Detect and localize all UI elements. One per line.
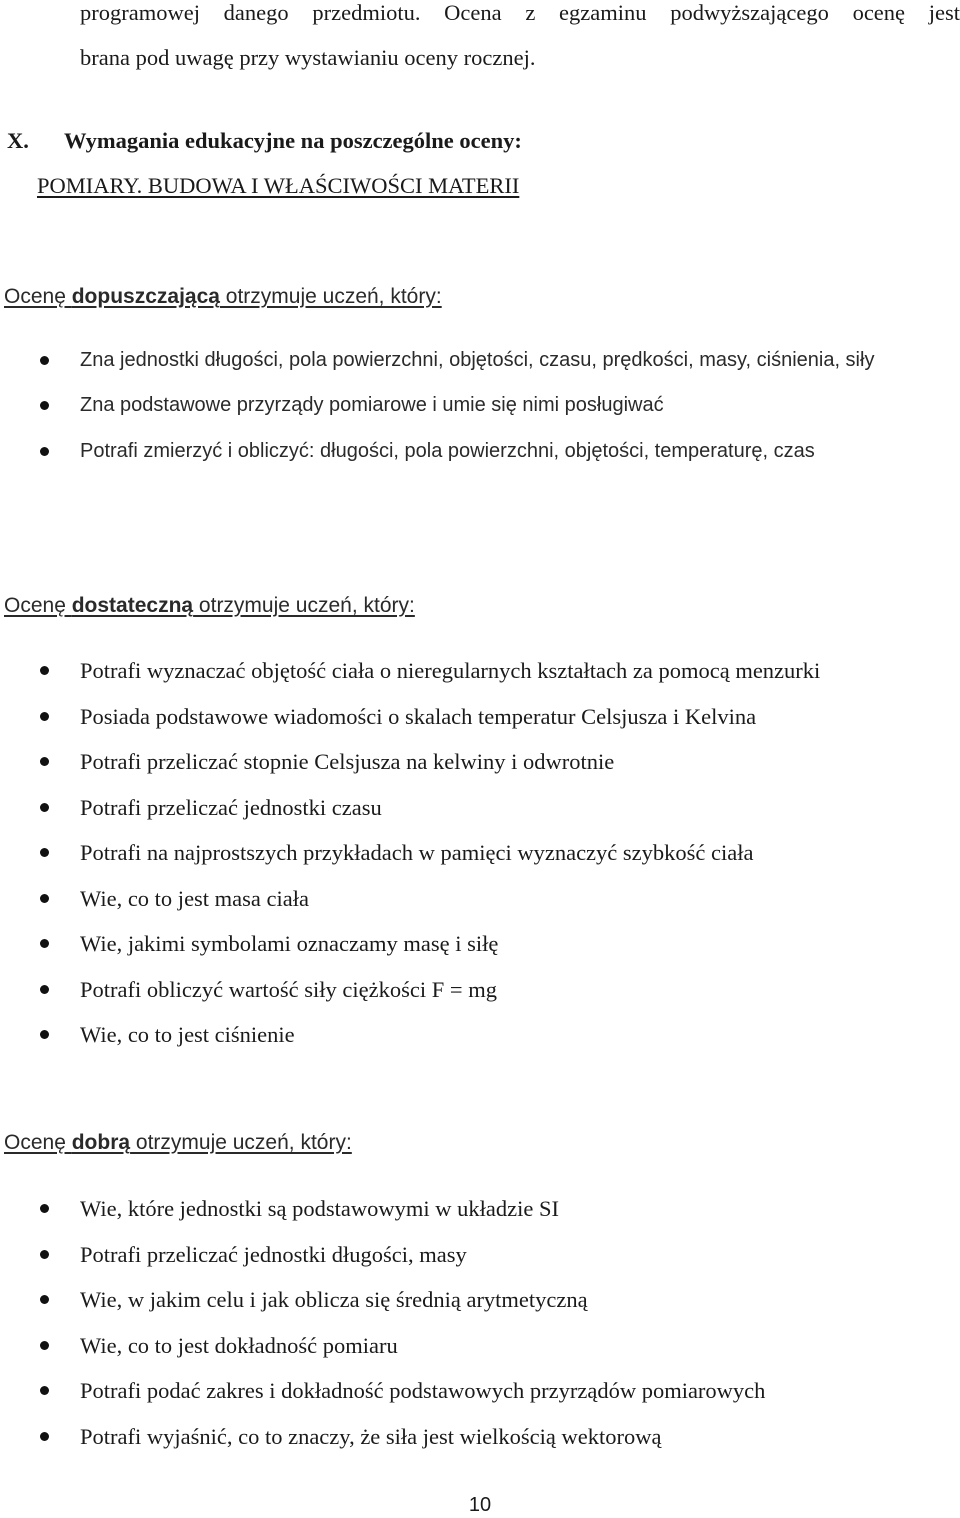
grade-name: dobrą bbox=[71, 1131, 131, 1154]
bullet-icon bbox=[40, 757, 49, 766]
list-item bbox=[0, 429, 960, 475]
list-item bbox=[0, 1186, 960, 1232]
bullet-icon bbox=[40, 1386, 49, 1395]
grade-name: dostateczną bbox=[71, 594, 194, 617]
intro-line-1: programowej danego przedmiotu. Ocena z egzaminu podwyższającego ocenę jest bbox=[80, 0, 960, 25]
requirements-list-dopuszczajaca bbox=[0, 338, 960, 474]
section-subtitle: POMIARY. BUDOWA I WŁAŚCIWOŚCI MATERII bbox=[37, 173, 520, 198]
list-item bbox=[0, 1323, 960, 1369]
list-item bbox=[0, 785, 960, 831]
bullet-icon bbox=[40, 1295, 49, 1304]
list-item bbox=[0, 694, 960, 740]
list-item bbox=[0, 921, 960, 967]
list-item-text: Zna podstawowe przyrządy pomiarowe i umie się nimi posługiwać bbox=[80, 394, 664, 416]
bullet-icon bbox=[40, 712, 49, 721]
list-item bbox=[0, 383, 960, 429]
page-number: 10 bbox=[468, 1494, 492, 1516]
bullet-icon bbox=[40, 666, 49, 675]
list-item-text: Wie, w jakim celu i jak oblicza się średnią arytmetyczną bbox=[80, 1287, 588, 1312]
list-item bbox=[0, 338, 960, 383]
list-item bbox=[0, 1414, 960, 1460]
bullet-icon bbox=[40, 356, 49, 365]
bullet-icon bbox=[40, 1341, 49, 1350]
list-item-text: Potrafi na najprostszych przykładach w pamięci wyznaczyć szybkość ciała bbox=[80, 840, 754, 865]
grade-heading-prefix: Ocenę bbox=[4, 1131, 72, 1154]
list-item bbox=[0, 739, 960, 785]
grade-heading-suffix: otrzymuje uczeń, który: bbox=[130, 1131, 352, 1154]
list-item bbox=[0, 1232, 960, 1278]
grade-heading-dobra bbox=[4, 1130, 352, 1156]
list-item bbox=[0, 830, 960, 876]
bullet-icon bbox=[40, 939, 49, 948]
bullet-icon bbox=[40, 401, 49, 410]
list-item bbox=[0, 1368, 960, 1414]
requirements-list-dostateczna bbox=[0, 648, 960, 1058]
list-item bbox=[0, 1012, 960, 1058]
section-heading bbox=[7, 128, 522, 154]
list-item bbox=[0, 967, 960, 1013]
grade-heading-dostateczna bbox=[4, 593, 415, 619]
requirements-list-dobra bbox=[0, 1186, 960, 1459]
bullet-icon bbox=[40, 803, 49, 812]
list-item-text: Potrafi przeliczać stopnie Celsjusza na kelwiny i odwrotnie bbox=[80, 749, 615, 774]
bullet-icon bbox=[40, 894, 49, 903]
list-item-text: Wie, jakimi symbolami oznaczamy masę i siłę bbox=[80, 931, 499, 956]
list-item bbox=[0, 648, 960, 694]
grade-heading-suffix: otrzymuje uczeń, który: bbox=[193, 594, 415, 617]
bullet-icon bbox=[40, 1432, 49, 1441]
bullet-icon bbox=[40, 1250, 49, 1259]
list-item-text: Potrafi zmierzyć i obliczyć: długości, pola powierzchni, objętości, temperaturę, czas bbox=[80, 439, 815, 462]
grade-heading-prefix: Ocenę bbox=[4, 594, 72, 617]
list-item-text: Potrafi podać zakres i dokładność podstawowych przyrządów pomiarowych bbox=[80, 1378, 766, 1403]
list-item-text: Zna jednostki długości, pola powierzchni, objętości, czasu, prędkości, masy, ciśnienia, siły bbox=[80, 349, 875, 371]
list-item-text: Wie, co to jest ciśnienie bbox=[80, 1022, 295, 1047]
bullet-icon bbox=[40, 447, 49, 456]
list-item bbox=[0, 876, 960, 922]
bullet-icon bbox=[40, 985, 49, 994]
list-item-text: Wie, co to jest masa ciała bbox=[80, 885, 309, 911]
list-item-text: Potrafi wyjaśnić, co to znaczy, że siła jest wielkością wektorową bbox=[80, 1423, 662, 1449]
list-item bbox=[0, 1277, 960, 1323]
grade-heading-suffix: otrzymuje uczeń, który: bbox=[219, 285, 442, 308]
bullet-icon bbox=[40, 1030, 49, 1039]
list-item-text: Wie, co to jest dokładność pomiaru bbox=[80, 1332, 398, 1358]
list-item-text: Wie, które jednostki są podstawowymi w układzie SI bbox=[80, 1196, 560, 1221]
bullet-icon bbox=[40, 848, 49, 857]
list-item-text: Potrafi wyznaczać objętość ciała o nieregularnych kształtach za pomocą menzurki bbox=[80, 658, 821, 683]
list-item-text: Potrafi przeliczać jednostki długości, masy bbox=[80, 1241, 467, 1267]
bullet-icon bbox=[40, 1204, 49, 1213]
list-item-text: Posiada podstawowe wiadomości o skalach temperatur Celsjusza i Kelvina bbox=[80, 703, 757, 729]
list-item-text: Potrafi obliczyć wartość siły ciężkości F = mg bbox=[80, 976, 497, 1002]
grade-heading-prefix: Ocenę bbox=[4, 285, 72, 308]
list-item-text: Potrafi przeliczać jednostki czasu bbox=[80, 794, 382, 820]
intro-line-2: brana pod uwagę przy wystawianiu oceny rocznej. bbox=[80, 45, 536, 70]
grade-heading-dopuszczajaca bbox=[4, 284, 442, 310]
section-number: X. bbox=[7, 128, 29, 153]
grade-name: dopuszczającą bbox=[71, 285, 220, 308]
section-title: Wymagania edukacyjne na poszczególne oceny: bbox=[64, 128, 522, 153]
